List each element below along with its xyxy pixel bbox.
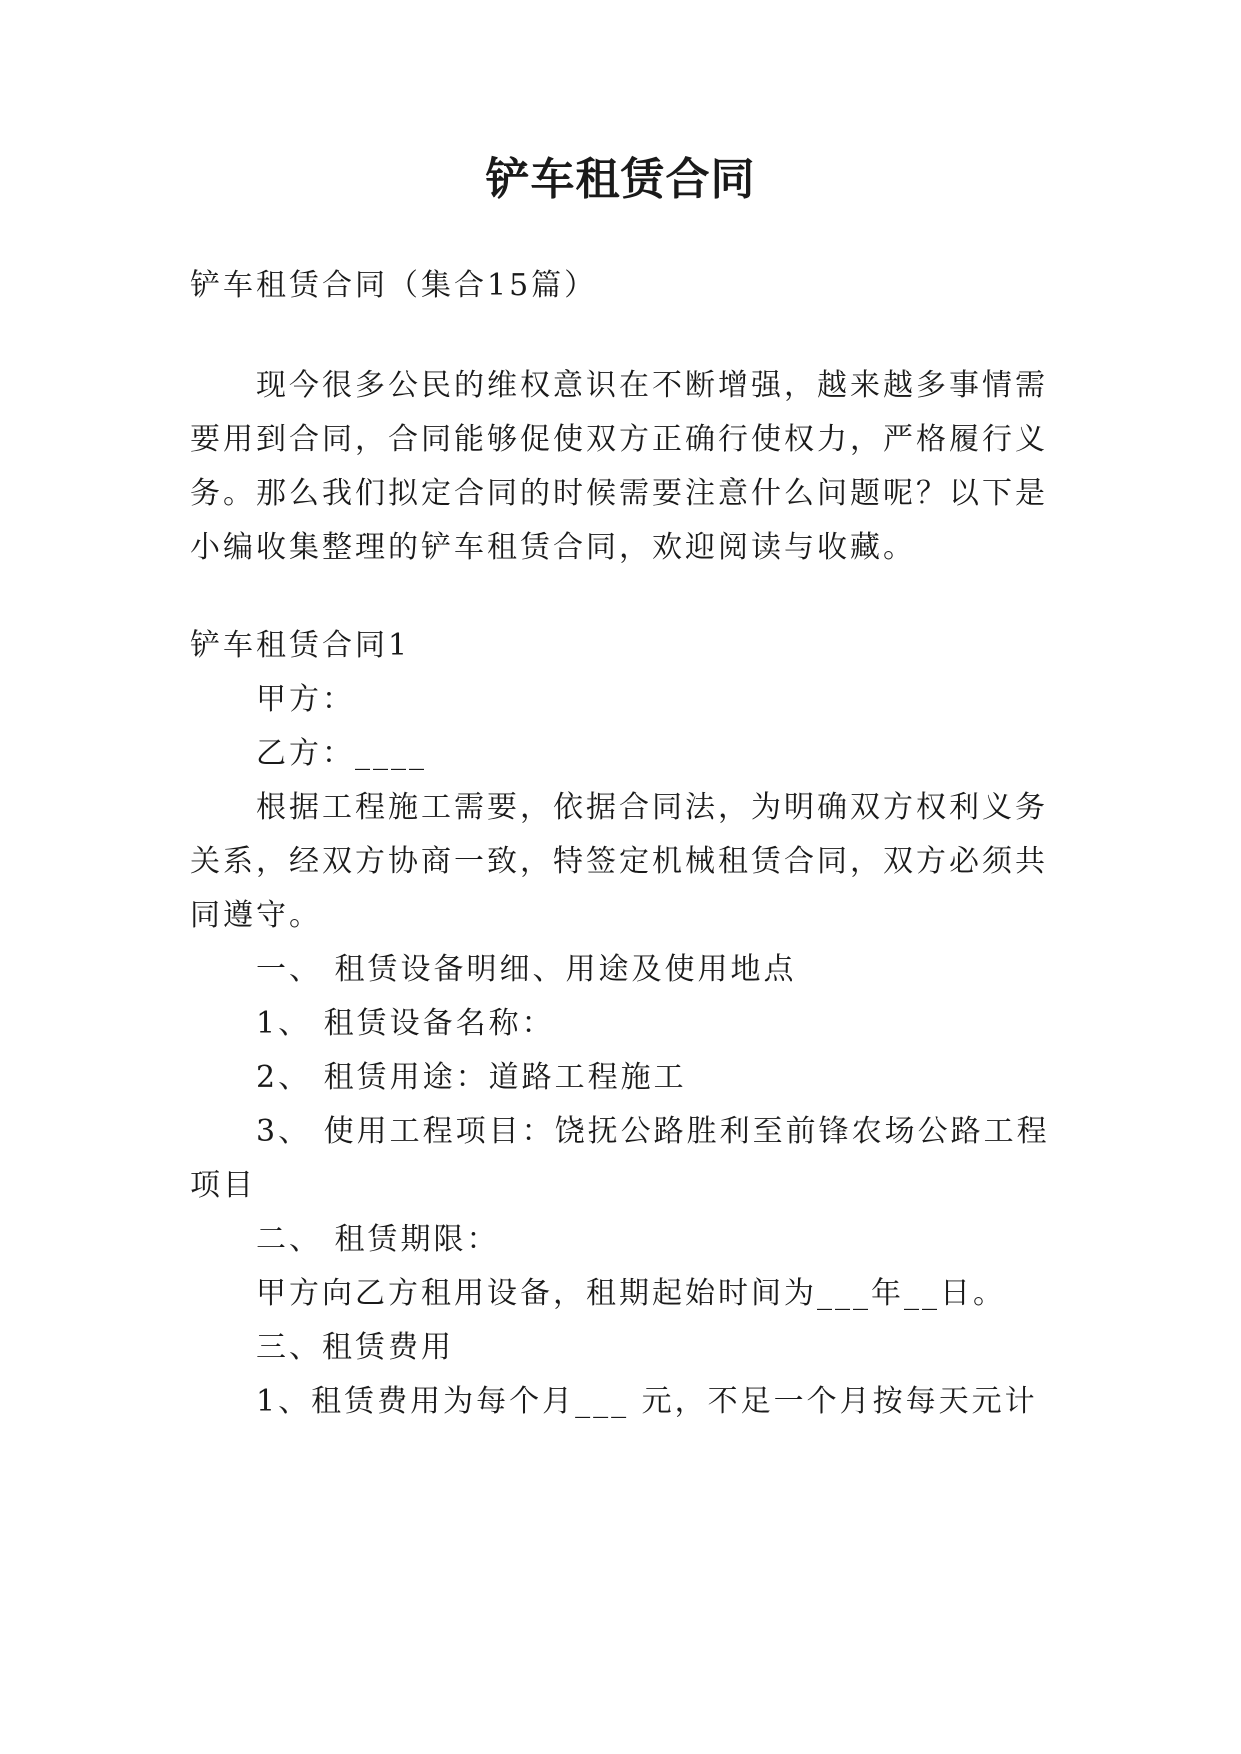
clause-1-item-1: 1、 租赁设备名称： — [256, 1006, 555, 1041]
document-subtitle: 铲车租赁合同（集合15篇） — [190, 268, 598, 303]
intro-line-2: 要用到合同，合同能够促使双方正确行使权力，严格履行义 — [190, 422, 1048, 457]
clause-1-item-3-line-1: 3、 使用工程项目：饶抚公路胜利至前锋农场公路工程 — [256, 1114, 1050, 1149]
section-heading: 铲车租赁合同1 — [190, 628, 411, 663]
clause-3-item-1: 1、租赁费用为每个月___ 元，不足一个月按每天元计 — [256, 1384, 1038, 1419]
basis-line-3: 同遵守。 — [190, 898, 322, 933]
intro-line-3: 务。那么我们拟定合同的时候需要注意什么问题呢？以下是 — [190, 476, 1048, 511]
intro-line-4: 小编收集整理的铲车租赁合同，欢迎阅读与收藏。 — [190, 530, 916, 565]
clause-2-text: 甲方向乙方租用设备，租期起始时间为___年__日。 — [256, 1276, 1006, 1311]
intro-line-1: 现今很多公民的维权意识在不断增强，越来越多事情需 — [256, 368, 1048, 403]
clause-1-item-2: 2、 租赁用途：道路工程施工 — [256, 1060, 687, 1095]
clause-1-item-3-line-2: 项目 — [190, 1168, 256, 1203]
party-a: 甲方： — [256, 682, 355, 717]
party-b: 乙方：____ — [256, 736, 427, 771]
basis-line-1: 根据工程施工需要，依据合同法，为明确双方权利义务 — [256, 790, 1048, 825]
basis-line-2: 关系，经双方协商一致，特签定机械租赁合同，双方必须共 — [190, 844, 1048, 879]
clause-3-heading: 三、租赁费用 — [256, 1330, 454, 1365]
clause-2-heading: 二、 租赁期限： — [256, 1222, 500, 1257]
document-title: 铲车租赁合同 — [485, 154, 756, 205]
clause-1-heading: 一、 租赁设备明细、用途及使用地点 — [256, 952, 797, 987]
